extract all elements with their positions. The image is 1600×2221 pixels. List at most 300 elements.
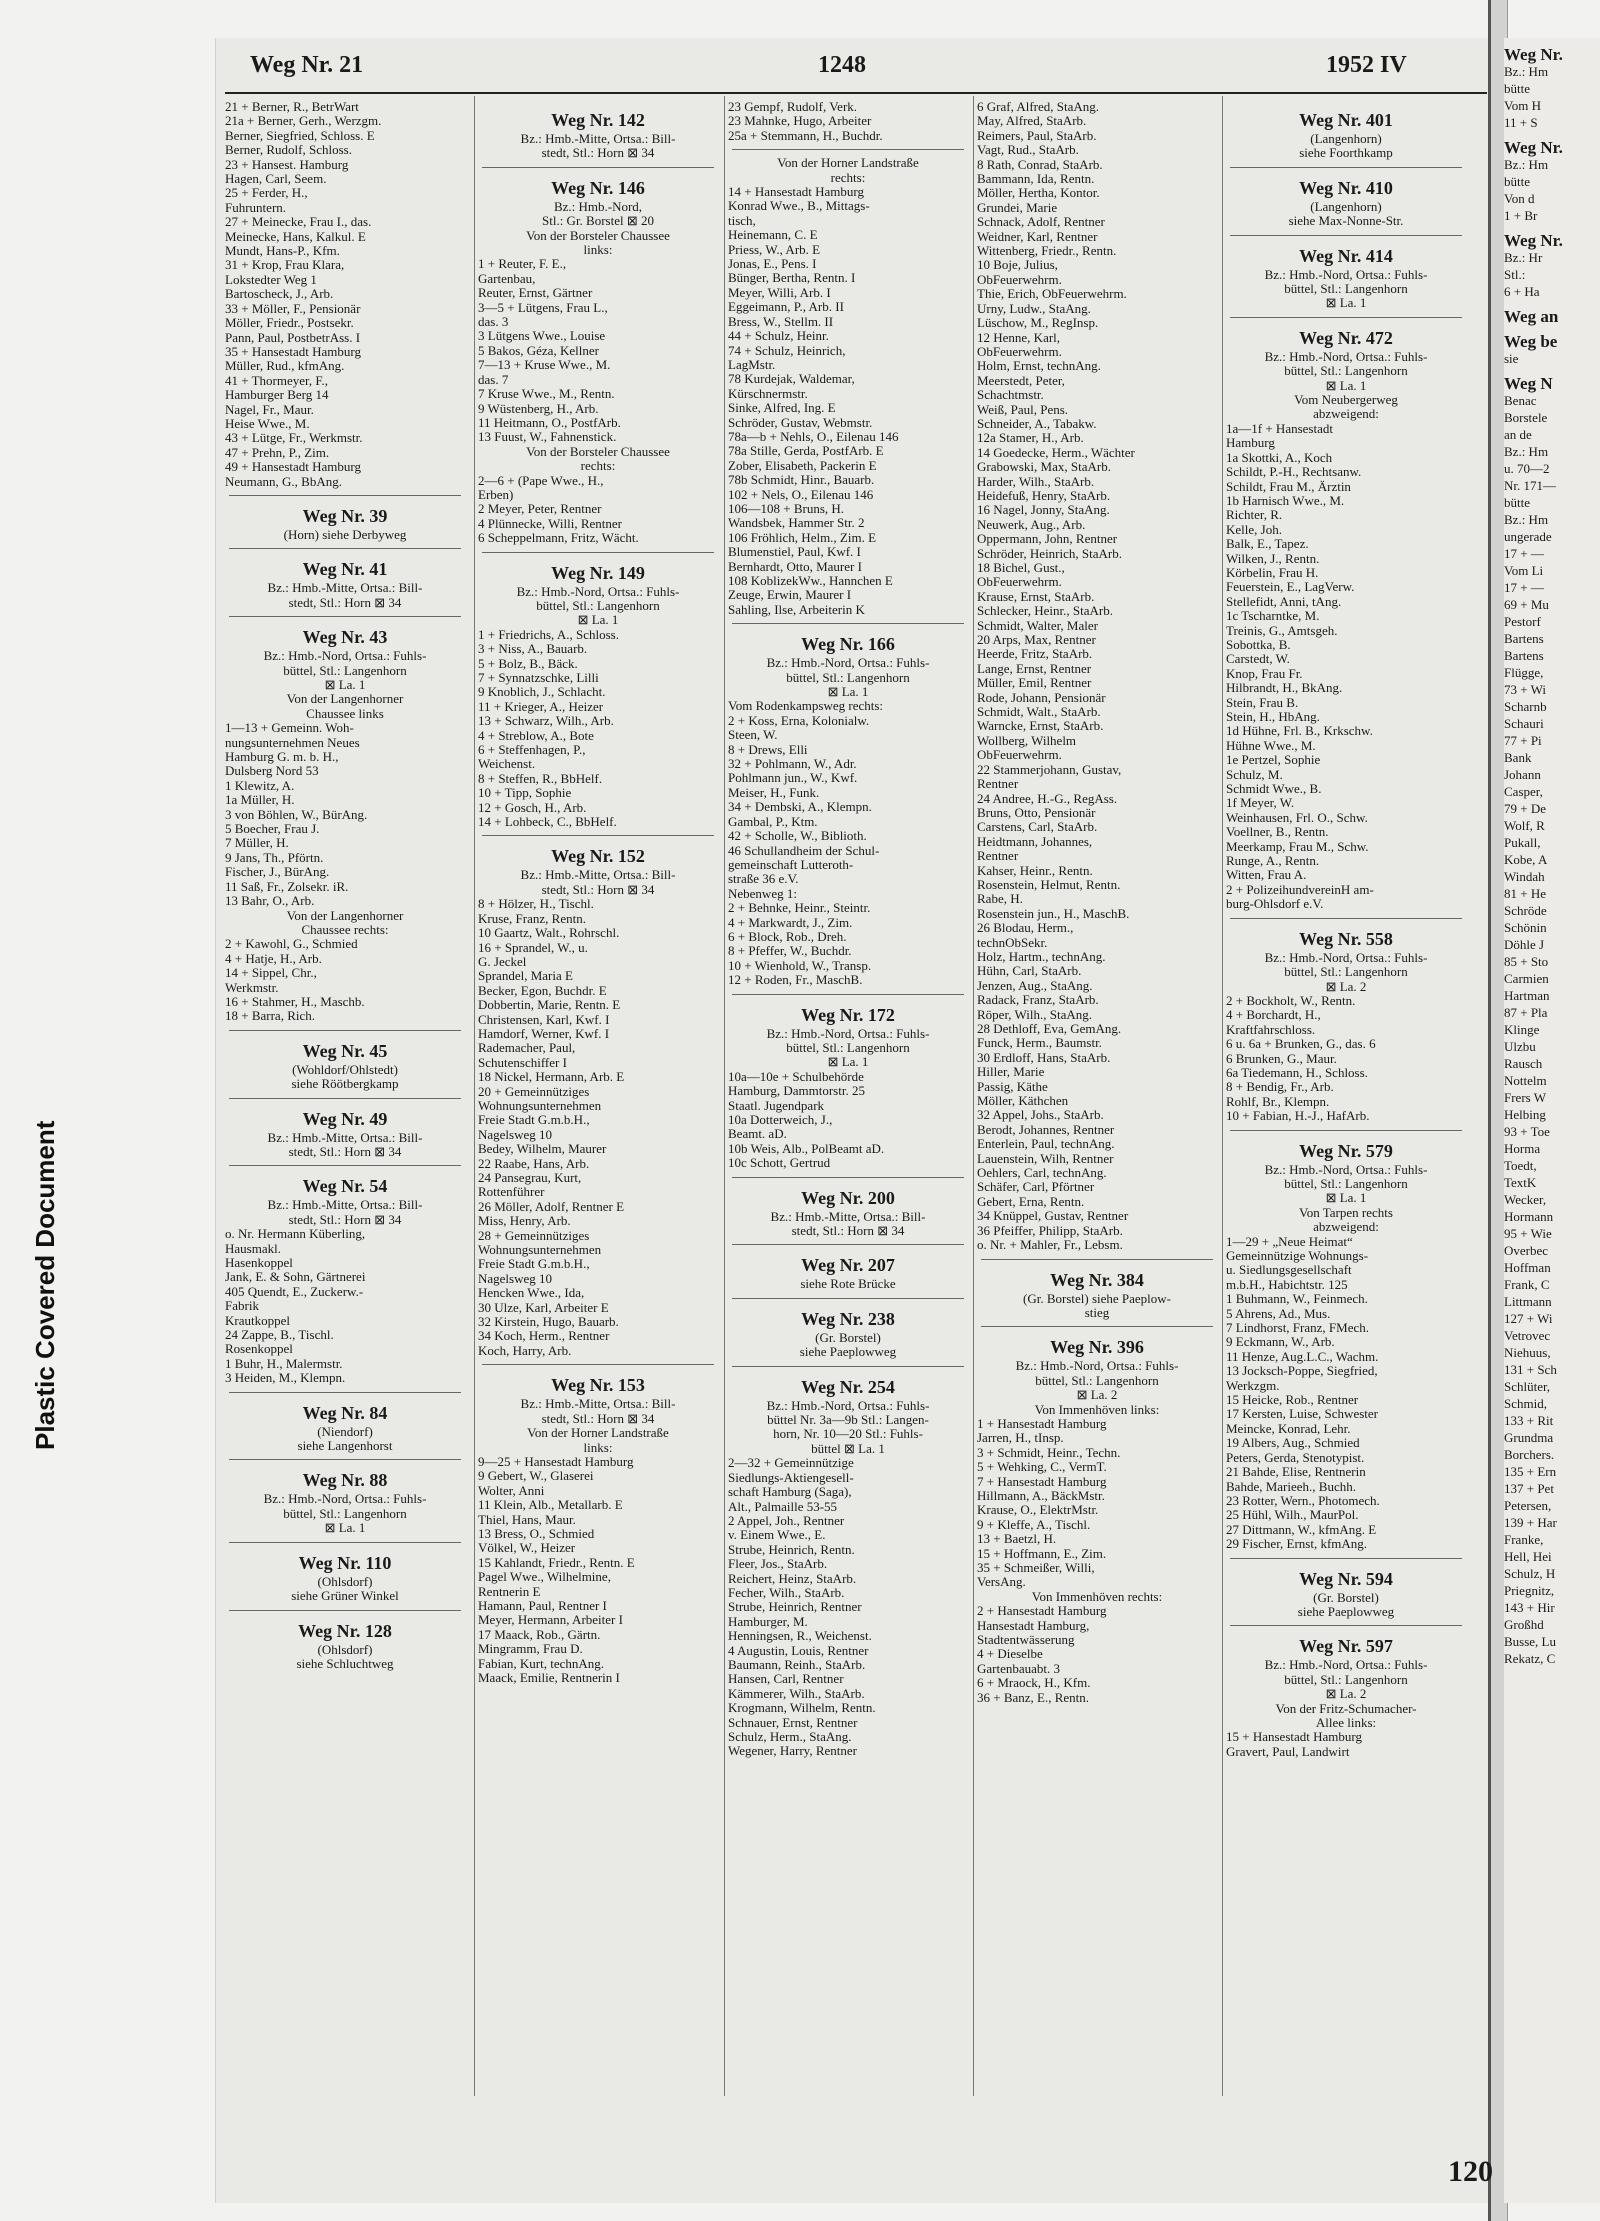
directory-entry: Fleer, Jos., StaArb. [728, 1556, 828, 1572]
directory-entry: Rentnerin E [478, 1583, 541, 1599]
street-info: Bz.: Hmb.-Nord, Ortsa.: Fuhls- [1264, 1161, 1428, 1177]
column-divider [1222, 96, 1223, 2096]
next-page-edge [1504, 38, 1600, 2203]
directory-entry: Kahser, Heinr., Rentn. [977, 862, 1093, 878]
street-info: ⊠ La. 1 [1325, 1190, 1367, 1206]
directory-entry: 2 + Hansestadt Hamburg [977, 1603, 1107, 1619]
directory-entry: 9 + Kleffe, A., Tischl. [977, 1516, 1091, 1532]
directory-entry: 11 + Krieger, A., Heizer [478, 698, 604, 714]
directory-entry: 10 Boje, Julius, [977, 257, 1058, 273]
section-divider [981, 1259, 1213, 1260]
street-heading: Weg Nr. 410 [1299, 177, 1393, 198]
directory-entry: Schmidt Wwe., B. [1226, 781, 1322, 797]
directory-entry: Nagel, Fr., Maur. [225, 401, 314, 417]
directory-entry: Funck, Herm., Baumstr. [977, 1035, 1102, 1051]
section-divider [482, 1364, 714, 1365]
directory-entry: 35 + Hansestadt Hamburg [225, 343, 361, 359]
street-info: Von der Horner Landstraße [777, 155, 919, 171]
next-page-fragment: Bz.: Hr [1504, 250, 1543, 265]
section-divider [1230, 918, 1462, 919]
next-page-fragment: Weg an [1504, 307, 1559, 326]
next-page-fragment: Weg N [1504, 374, 1553, 393]
street-info: Bz.: Hmb.-Nord, Ortsa.: Fuhls- [1264, 949, 1428, 965]
directory-entry: 6 Graf, Alfred, StaAng. [977, 100, 1100, 114]
next-page-fragment: Stl.: [1504, 267, 1526, 282]
directory-entry: 8 + Pfeffer, W., Buchdr. [728, 943, 852, 959]
directory-entry: 1 + Hansestadt Hamburg [977, 1415, 1107, 1431]
street-info: büttel, Stl.: Langenhorn [283, 1505, 407, 1521]
street-info: Bz.: Hmb.-Mitte, Ortsa.: Bill- [267, 1197, 423, 1213]
directory-entry: Fischer, J., BürAng. [225, 864, 330, 880]
section-divider [482, 167, 714, 168]
directory-entry: 1—29 + „Neue Heimat“ [1226, 1233, 1353, 1249]
next-page-fragment: 85 + Sto [1504, 954, 1549, 969]
directory-entry: 26 Möller, Adolf, Rentner E [478, 1198, 625, 1214]
street-info: Von Tarpen rechts [1299, 1204, 1393, 1220]
directory-entry: Sahling, Ilse, Arbeiterin K [728, 601, 865, 617]
next-page-fragment: bütte [1504, 174, 1530, 189]
header-street: Weg Nr. 21 [250, 52, 364, 78]
directory-entry: 16 Nagel, Jonny, StaAng. [977, 502, 1110, 518]
section-divider [229, 1610, 461, 1611]
directory-entry: 1—13 + Gemeinn. Woh- [225, 720, 354, 736]
directory-entry: 106 Fröhlich, Helm., Zim. E [728, 529, 877, 545]
street-info: stedt, Stl.: Horn ⊠ 34 [541, 1410, 655, 1426]
next-page-fragment: Bz.: Hm [1504, 64, 1549, 79]
directory-entry: Vom Rodenkampsweg rechts: [728, 698, 884, 714]
next-page-fragment: Pukall, [1504, 835, 1541, 850]
directory-entry: 106—108 + Bruns, H. [728, 500, 845, 516]
section-divider [229, 495, 461, 496]
next-page-fragment: Vetrovec [1504, 1328, 1551, 1343]
directory-entry: Weichenst. [478, 756, 536, 772]
street-heading: Weg Nr. 146 [551, 177, 645, 198]
next-page-fragment: 87 + Pla [1504, 1005, 1548, 1020]
directory-entry: G. Jeckel [478, 953, 527, 969]
directory-entry: Meincke, Konrad, Lehr. [1226, 1420, 1351, 1436]
street-info: (Langenhorn) [1310, 131, 1382, 146]
directory-entry: Mingramm, Frau D. [478, 1641, 583, 1657]
directory-entry: Pann, Paul, PostbetrAss. I [225, 329, 361, 345]
street-info: siehe Paeplowweg [1297, 1603, 1395, 1619]
directory-entry: Hamdorf, Werner, Kwf. I [478, 1025, 610, 1041]
street-heading: Weg Nr. 43 [302, 627, 388, 648]
next-page-fragment: 131 + Sch [1504, 1362, 1557, 1377]
directory-entry: Schnauer, Ernst, Rentner [728, 1714, 858, 1730]
directory-entry: Hillmann, A., BäckMstr. [977, 1487, 1105, 1503]
next-page-fragment: Grundma [1504, 1430, 1554, 1445]
section-divider [1230, 235, 1462, 236]
directory-entry: Staatl. Jugendpark [728, 1097, 825, 1113]
street-info: Bz.: Hmb.-Mitte, Ortsa.: Bill- [520, 1396, 676, 1412]
directory-entry: 14 + Sippel, Chr., [225, 965, 317, 981]
directory-entry: Knop, Frau Fr. [1226, 665, 1303, 681]
directory-entry: straße 36 e.V. [728, 871, 799, 887]
section-divider [1230, 1558, 1462, 1559]
directory-entry: 36 + Banz, E., Rentn. [977, 1689, 1090, 1705]
directory-entry: Treinis, G., Amtsgeh. [1226, 622, 1338, 638]
directory-entry: 13 Jocksch-Poppe, Siegfried, [1226, 1363, 1378, 1379]
directory-entry: 14 Goedecke, Herm., Wächter [977, 444, 1135, 460]
street-info: siehe Paeplowweg [799, 1344, 897, 1360]
directory-entry: VersAng. [977, 1574, 1026, 1590]
directory-entry: Hausmakl. [225, 1240, 281, 1256]
next-page-fragment: Busse, Lu [1504, 1634, 1556, 1649]
directory-entry: 15 Heicke, Rob., Rentner [1226, 1392, 1359, 1408]
directory-entry: 6 u. 6a + Brunken, G., das. 6 [1226, 1036, 1376, 1052]
next-page-fragment: Horma [1504, 1141, 1541, 1156]
directory-entry: 7 + Synnatzschke, Lilli [478, 670, 599, 685]
directory-entry: Steen, W. [728, 727, 778, 743]
next-page-fragment: Bz.: Hm [1504, 444, 1549, 459]
next-page-fragment: Kobe, A [1504, 852, 1548, 867]
directory-entry: Christensen, Karl, Kwf. I [478, 1011, 610, 1027]
directory-entry: Meinecke, Hans, Kalkul. E [225, 228, 366, 244]
directory-entry: Stellefidt, Anni, tAng. [1226, 593, 1342, 609]
street-info: (Gr. Borstel) siehe Paeplow- [1022, 1290, 1172, 1306]
directory-entry: 25 + Ferder, H., [225, 185, 308, 201]
directory-entry: Harder, Wilh., StaArb. [977, 473, 1095, 489]
street-info: ⊠ La. 1 [827, 1054, 869, 1070]
street-heading: Weg Nr. 579 [1299, 1140, 1393, 1161]
street-info: Bz.: Hmb.-Mitte, Ortsa.: Bill- [520, 867, 676, 883]
next-page-fragment: sie [1504, 351, 1519, 366]
directory-entry: 7 Kruse Wwe., M., Rentn. [478, 386, 615, 402]
directory-entry: 78 Kurdejak, Waldemar, [728, 371, 855, 387]
next-page-fragment: Weg Nr. [1504, 45, 1563, 64]
next-page-fragment: Bz.: Hm [1504, 157, 1549, 172]
next-page-fragment: Schauri [1504, 716, 1544, 731]
directory-entry: 9 Eckmann, W., Arb. [1226, 1334, 1335, 1350]
directory-entry: Hencken Wwe., Ida, [478, 1285, 585, 1301]
street-heading: Weg Nr. 200 [801, 1187, 895, 1208]
directory-entry: Bahde, Marieeh., Buchh. [1226, 1478, 1356, 1494]
next-page-fragment: Bartens [1504, 631, 1544, 646]
directory-entry: 8 + Bendig, Fr., Arb. [1226, 1079, 1334, 1095]
street-info: Allee links: [1315, 1714, 1377, 1730]
directory-entry: 1 + Friedrichs, A., Schloss. [478, 626, 619, 642]
next-page-fragment: Klinge [1504, 1022, 1540, 1037]
street-info: ⊠ La. 2 [1325, 978, 1367, 994]
directory-entry: 12 + Gosch, H., Arb. [478, 799, 587, 815]
street-info: Von Immenhöven links: [1034, 1401, 1160, 1417]
directory-entry: Nagelsweg 10 [478, 1270, 553, 1286]
street-heading: Weg Nr. 152 [551, 846, 645, 867]
next-page-fragment: Franke, [1504, 1532, 1544, 1547]
section-divider [732, 994, 964, 995]
directory-entry: Passig, Käthe [977, 1078, 1048, 1094]
section-divider [732, 1177, 964, 1178]
street-info: siehe Max-Nonne-Str. [1288, 213, 1404, 229]
street-info: rechts: [580, 458, 616, 474]
directory-entry: 8 Rath, Conrad, StaArb. [977, 156, 1103, 172]
directory-entry: schaft Hamburg (Saga), [728, 1484, 852, 1500]
directory-entry: Kraftfahrschloss. [1226, 1021, 1316, 1037]
directory-entry: technObSekr. [977, 934, 1048, 950]
directory-entry: 10a Dotterweich, J., [728, 1112, 833, 1127]
street-info: siehe Rote Brücke [800, 1276, 896, 1292]
directory-entry: Fuhruntern. [225, 199, 287, 215]
street-info: Bz.: Hmb.-Nord, Ortsa.: Fuhls- [766, 1025, 930, 1041]
next-page-fragment: Frank, C [1504, 1277, 1550, 1292]
directory-entry: 18 Bichel, Gust., [977, 560, 1065, 575]
directory-entry: 15 + Hoffmann, E., Zim. [977, 1545, 1107, 1561]
street-info: Bz.: Hmb.-Nord, Ortsa.: Fuhls- [766, 1397, 930, 1413]
next-page-fragment: Littmann [1504, 1294, 1552, 1309]
next-page-fragment: Priegnitz, [1504, 1583, 1555, 1598]
directory-entry: 7 + Hansestadt Hamburg [977, 1473, 1107, 1489]
directory-entry: Nagelsweg 10 [478, 1126, 553, 1142]
next-page-fragment: 137 + Pet [1504, 1481, 1554, 1496]
next-page-fragment: 17 + — [1504, 580, 1544, 595]
directory-entry: Pohlmann jun., W., Kwf. [728, 770, 858, 786]
next-page-fragment: Rekatz, C [1504, 1651, 1556, 1666]
street-info: ⊠ La. 1 [577, 612, 619, 628]
directory-entry: Jank, E. & Sohn, Gärtnerei [225, 1269, 366, 1285]
directory-entry: Wohnungsunternehmen [478, 1097, 602, 1113]
directory-entry: Müller, Rud., kfmAng. [225, 358, 345, 374]
next-page-fragment: Bartens [1504, 648, 1544, 663]
directory-entry: Urny, Ludw., StaAng. [977, 300, 1091, 316]
directory-entry: Bernhardt, Otto, Maurer I [728, 558, 862, 574]
street-info: Bz.: Hmb.-Mitte, Ortsa.: Bill- [267, 580, 423, 596]
directory-entry: 2—32 + Gemeinnützige [728, 1455, 854, 1471]
directory-entry: 18 + Barra, Rich. [225, 1008, 316, 1024]
column-divider [724, 96, 725, 2096]
next-page-fragment: Helbing [1504, 1107, 1546, 1122]
next-page-fragment: 79 + De [1504, 801, 1546, 816]
directory-entry: Gambal, P., Ktm. [728, 813, 818, 829]
next-page-fragment: 17 + — [1504, 546, 1544, 561]
directory-entry: Völkel, W., Heizer [478, 1540, 576, 1556]
directory-entry: Bruns, Otto, Pensionär [977, 804, 1096, 820]
directory-entry: 2 + Bockholt, W., Rentn. [1226, 992, 1356, 1008]
directory-entry: 12 + Roden, Fr., MaschB. [728, 972, 863, 988]
directory-entry: Hamburg [1226, 435, 1275, 451]
next-page-fragment: Bank [1504, 750, 1532, 765]
street-info: (Langenhorn) [1310, 198, 1382, 214]
directory-entry: 15 + Hansestadt Hamburg [1226, 1729, 1362, 1745]
directory-entry: 74 + Schulz, Heinrich, [728, 342, 846, 358]
directory-entry: Sinke, Alfred, Ing. E [728, 400, 836, 416]
next-page-fragment: an de [1504, 427, 1532, 442]
directory-entry: nungsunternehmen Neues [225, 734, 360, 750]
next-page-fragment: Borchers. [1504, 1447, 1555, 1462]
directory-entry: 4 + Streblow, A., Bote [478, 727, 594, 743]
directory-entry: 13 Bahr, O., Arb. [225, 893, 315, 909]
next-page-fragment: Schönin [1504, 920, 1547, 935]
directory-entry: 32 Appel, Johs., StaArb. [977, 1107, 1104, 1123]
directory-entry: 32 Kirstein, Hugo, Bauarb. [478, 1314, 619, 1330]
directory-entry: Stein, H., HbAng. [1226, 709, 1320, 724]
directory-entry: 78a Stille, Gerda, PostfArb. E [728, 443, 884, 459]
directory-entry: 9 Gebert, W., Glaserei [478, 1468, 594, 1484]
next-page-fragment: 95 + Wie [1504, 1226, 1552, 1241]
next-page-fragment: Schmid, [1504, 1396, 1547, 1411]
next-page-fragment: Overbec [1504, 1243, 1549, 1258]
directory-entry: 14 + Hansestadt Hamburg [728, 184, 864, 200]
street-info: büttel, Stl.: Langenhorn [1284, 363, 1408, 379]
street-heading: Weg Nr. 207 [801, 1255, 895, 1276]
directory-entry: 29 Fischer, Ernst, kfmAng. [1226, 1536, 1368, 1552]
street-info: (Gr. Borstel) [1313, 1589, 1379, 1605]
directory-entry: Körbelin, Frau H. [1226, 564, 1319, 580]
directory-entry: Stadtentwässerung [977, 1632, 1075, 1648]
street-info: abzweigend: [1313, 406, 1379, 422]
next-page-fragment: Schröde [1504, 903, 1547, 918]
directory-entry: Schröder, Heinrich, StaArb. [977, 545, 1122, 561]
next-page-fragment: 127 + Wi [1504, 1311, 1553, 1326]
street-info: links: [583, 242, 613, 258]
directory-entry: Hansen, Carl, Rentner [728, 1671, 844, 1687]
next-page-fragment: Toedt, [1504, 1158, 1537, 1173]
directory-entry: 1b Harnisch Wwe., M. [1226, 492, 1345, 508]
next-page-fragment: u. 70—2 [1504, 461, 1550, 476]
directory-entry: 25a + Stemmann, H., Buchdr. [728, 127, 883, 143]
section-divider [482, 835, 714, 836]
directory-entry: 2 + PolizeihundvereinH am- [1226, 881, 1374, 897]
directory-entry: 4 + Hatje, H., Arb. [225, 950, 322, 966]
directory-entry: Baumann, Reinh., StaArb. [728, 1656, 866, 1672]
directory-entry: 32 + Pohlmann, W., Adr. [728, 756, 857, 772]
next-page-fragment: Petersen, [1504, 1498, 1552, 1513]
directory-entry: 23 Rotter, Wern., Photomech. [1226, 1492, 1380, 1508]
directory-entry: Schneider, A., Tabakw. [977, 415, 1097, 431]
directory-entry: Neumann, G., BbAng. [225, 473, 342, 489]
directory-entry: Wegener, Harry, Rentner [728, 1743, 857, 1759]
directory-entry: 108 KoblizekWw., Hannchen E [728, 573, 893, 588]
directory-entry: burg-Ohlsdorf e.V. [1226, 896, 1324, 912]
street-info: siehe Röötbergkamp [291, 1076, 399, 1092]
column-2 [478, 100, 718, 2100]
directory-entry: 10a—10e + Schulbehörde [728, 1068, 864, 1084]
directory-entry: Schildt, Frau M., Ärztin [1226, 478, 1351, 494]
directory-entry: Witten, Frau A. [1226, 867, 1307, 883]
directory-entry: 8 + Hölzer, H., Tischl. [478, 896, 594, 912]
street-info: Bz.: Hmb.-Mitte, Ortsa.: Bill- [267, 1129, 423, 1145]
directory-entry: 2—6 + (Pape Wwe., H., [478, 472, 604, 488]
directory-entry: Holm, Ernst, technAng. [977, 358, 1101, 374]
directory-entry: 42 + Scholle, W., Biblioth. [728, 828, 867, 844]
directory-entry: Hühn, Carl, StaArb. [977, 963, 1082, 979]
street-heading: Weg Nr. 401 [1299, 110, 1393, 130]
directory-entry: Lange, Ernst, Rentner [977, 660, 1092, 676]
directory-entry: 10 + Tipp, Sophie [478, 785, 572, 801]
directory-entry: Eggeimann, P., Arb. II [728, 299, 844, 315]
directory-entry: Blumenstiel, Paul, Kwf. I [728, 544, 861, 560]
directory-entry: 11 Heitmann, O., PostfArb. [478, 414, 621, 430]
header-page-number: 1248 [818, 52, 866, 78]
directory-entry: Bedey, Wilhelm, Maurer [478, 1141, 607, 1157]
directory-entry: 78b Schmidt, Hinr., Bauarb. [728, 472, 875, 488]
street-info: abzweigend: [1313, 1219, 1379, 1235]
directory-entry: Lokstedter Weg 1 [225, 271, 317, 287]
street-info: siehe Schluchtweg [296, 1655, 394, 1671]
directory-entry: Rosenkoppel [225, 1341, 293, 1357]
directory-entry: 13 Fuust, W., Fahnenstick. [478, 429, 617, 445]
directory-entry: Heidefuß, Henry, StaArb. [977, 487, 1111, 503]
street-info: Bz.: Hmb.-Mitte, Ortsa.: Bill- [770, 1208, 926, 1224]
next-page-fragment: Ulzbu [1504, 1039, 1536, 1054]
directory-entry: 13 + Baetzl, H. [977, 1531, 1057, 1547]
directory-entry: Hamburger, M. [728, 1613, 808, 1629]
side-label: Plastic Covered Document [30, 1120, 60, 1450]
next-page-fragment: Bz.: Hm [1504, 512, 1549, 527]
directory-entry: Nebenweg 1: [728, 885, 797, 901]
directory-entry: Meerkamp, Frau M., Schw. [1226, 838, 1369, 854]
directory-entry: Koch, Harry, Arb. [478, 1342, 572, 1358]
street-info: Von der Borsteler Chaussee [526, 443, 670, 459]
street-info: Von der Borsteler Chaussee [526, 227, 670, 243]
directory-entry: Zober, Elisabeth, Packerin E [728, 457, 877, 473]
directory-entry: Heinemann, C. E [728, 227, 818, 243]
directory-entry: Carstens, Carl, StaArb. [977, 819, 1098, 835]
street-heading: Weg Nr. 153 [551, 1375, 645, 1396]
directory-entry: 30 Ulze, Karl, Arbeiter E [478, 1299, 609, 1315]
directory-entry: Hilbrandt, H., BkAng. [1226, 680, 1343, 696]
directory-entry: 1 Buhmann, W., Feinmech. [1226, 1291, 1368, 1307]
column-4 [977, 100, 1217, 2100]
street-info: Von Immenhöven rechts: [1031, 1588, 1163, 1604]
directory-entry: 2 Appel, Joh., Rentner [728, 1512, 845, 1528]
street-heading: Weg Nr. 472 [1299, 327, 1393, 348]
directory-entry: Fabrik [225, 1298, 259, 1314]
directory-entry: 1 Buhr, H., Malermstr. [225, 1355, 343, 1371]
directory-entry: Rosenstein, Helmut, Rentn. [977, 876, 1121, 892]
directory-entry: Hansestadt Hamburg, [977, 1617, 1090, 1633]
next-page-fragment: Carmien [1504, 971, 1549, 986]
directory-entry: v. Einem Wwe., E. [728, 1527, 826, 1543]
directory-entry: Wohnungsunternehmen [478, 1242, 602, 1258]
street-info: büttel, Stl.: Langenhorn [1284, 1671, 1408, 1687]
directory-entry: Runge, A., Rentn. [1226, 853, 1320, 869]
directory-entry: 405 Quendt, E., Zuckerw.- [225, 1283, 364, 1299]
street-info: Bz.: Hmb.-Nord, Ortsa.: Fuhls- [263, 1491, 427, 1507]
directory-entry: 22 Stammerjohann, Gustav, [977, 761, 1122, 777]
directory-entry: Holz, Hartm., technAng. [977, 948, 1106, 964]
directory-entry: Freie Stadt G.m.b.H., [478, 1112, 590, 1128]
directory-entry: 2 + Behnke, Heinr., Steintr. [728, 900, 871, 916]
section-divider [1230, 317, 1462, 318]
next-page-fragment: 135 + Ern [1504, 1464, 1557, 1479]
directory-entry: Schachtmstr. [977, 387, 1044, 403]
next-page-fragment: Rausch [1504, 1056, 1543, 1071]
directory-entry: 6 Scheppelmann, Fritz, Wächt. [478, 530, 639, 546]
directory-entry: 19 Albers, Aug., Schmied [1226, 1435, 1360, 1451]
directory-entry: Gemeinnützige Wohnungs- [1226, 1248, 1369, 1263]
street-info: ⊠ La. 1 [324, 677, 366, 692]
directory-entry: Reuter, Ernst, Gärtner [478, 285, 593, 301]
street-info: Bz.: Hmb.-Nord, Ortsa.: Fuhls- [1264, 348, 1428, 364]
section-divider [229, 1459, 461, 1460]
street-info: ⊠ La. 2 [1325, 1686, 1367, 1702]
next-page-fragment: Windah [1504, 869, 1545, 884]
directory-entry: Wittenberg, Friedr., Rentn. [977, 243, 1117, 259]
directory-entry: May, Alfred, StaArb. [977, 113, 1087, 129]
directory-entry: Oppermann, John, Rentner [977, 531, 1118, 547]
directory-entry: 6 + Mraock, H., Kfm. [977, 1675, 1091, 1691]
directory-entry: Mundt, Hans-P., Kfm. [225, 243, 340, 259]
directory-entry: 6 + Block, Rob., Dreh. [728, 928, 847, 944]
directory-entry: 3 + Niss, A., Bauarb. [478, 641, 588, 657]
directory-entry: 17 Maack, Rob., Gärtn. [478, 1626, 601, 1642]
directory-entry: Richter, R. [1226, 507, 1283, 523]
directory-entry: 6 Brunken, G., Maur. [1226, 1050, 1337, 1066]
directory-entry: 35 + Schmeißer, Willi, [977, 1560, 1095, 1575]
directory-entry: Hamburg, Dammtorstr. 25 [728, 1083, 865, 1099]
directory-entry: tisch, [728, 212, 756, 228]
directory-entry: 16 + Sprandel, W., u. [478, 939, 588, 955]
